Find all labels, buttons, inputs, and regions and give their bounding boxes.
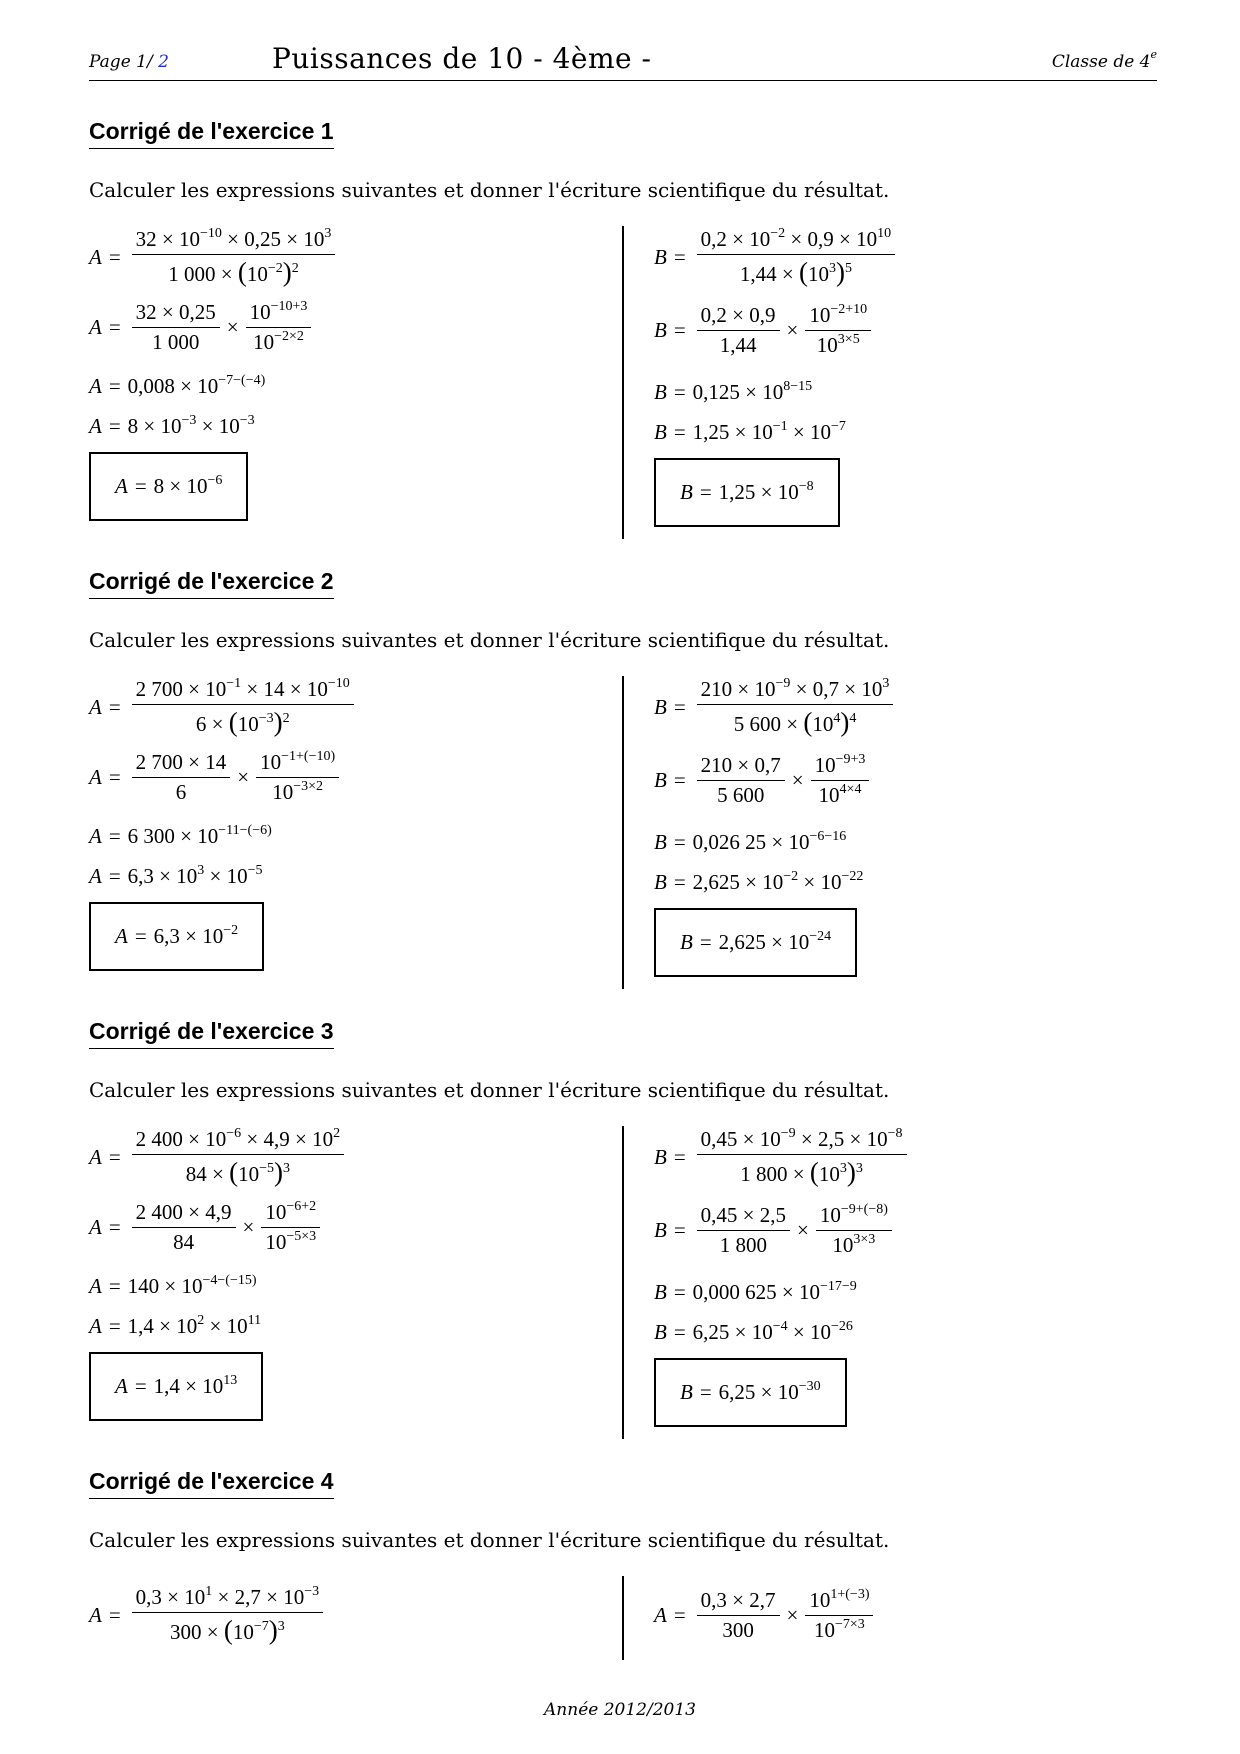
result-box: $A = 1,4 \times 10^{13}$	[89, 1352, 263, 1421]
step-3: A = $140 \times 10^{-4-(-15)}$	[89, 1272, 257, 1298]
denominator: 1 $000 \times (10^{-2})^2$	[168, 256, 299, 287]
column-divider	[622, 1576, 624, 1660]
result-box: $A = 8 \times 10^{-6}$	[89, 452, 248, 521]
step-2: A = $\frac{32 \times 0,25}{1 000}$ × $\frac{10^{-10+3}}{10^{-2\times 2}}$	[89, 288, 569, 366]
exercise-4-solution-a	[89, 1576, 569, 1654]
step-4: A = $8 \times 10^{-3} \times 10^{-3}$	[89, 412, 255, 438]
exercise-1-title: Corrigé de l'exercice 1	[89, 118, 334, 149]
exercise-4-description: Calculer les expressions suivantes et donner l'écriture scientifique du résultat.	[89, 1528, 890, 1552]
step-2: A = $\frac{2 400 \times 4,9}{84}$ × $\frac{10^{-6+2}}{10^{-5\times 3}}$	[89, 1188, 569, 1266]
column-divider	[622, 226, 624, 539]
step-4: A = $6,3 \times 10^3 \times 10^{-5}$	[89, 862, 263, 888]
step-2: A = $\frac{0,3 \times 2,7}{300}$ × $\frac{10^{1+(-3)}}{10^{-7\times 3}}$	[654, 1576, 1134, 1654]
step-1: A = $\frac{2 700 \times 10^{-1} \times 14 \times 10^{-10}}{6 \times (10^{-3})^2}$	[89, 676, 569, 738]
step-4: B = $6,25 \times 10^{-4} \times 10^{-26}$	[654, 1318, 853, 1344]
result-box: $B = 2,625 \times 10^{-24}$	[654, 908, 857, 977]
column-divider	[622, 676, 624, 989]
step-3: B = 0,026 $25 \times 10^{-6-16}$	[654, 828, 847, 854]
step-3: B = $0,125 \times 10^{8-15}$	[654, 378, 813, 404]
step-2: B = $\frac{0,2 \times 0,9}{1,44}$ × $\frac{10^{-2+10}}{10^{3\times 5}}$	[654, 288, 1134, 372]
exercise-3-solution-a	[89, 1126, 569, 1421]
exercise-3-description: Calculer les expressions suivantes et donner l'écriture scientifique du résultat.	[89, 1078, 890, 1102]
step-2: A = $\frac{2 700 \times 14}{6}$ × $\frac{10^{-1+(-10)}}{10^{-3\times 2}}$	[89, 738, 569, 816]
step-2: B = $\frac{210 \times 0,7}{5 600}$ × $\frac{10^{-9+3}}{10^{4\times 4}}$	[654, 738, 1134, 822]
step-1: B = $\frac{210 \times 10^{-9} \times 0,7 \times 10^3}{5 600 \times (10^4)^4}$	[654, 676, 1134, 738]
step-1: B = $\frac{0,45 \times 10^{-9} \times 2,5 \times 10^{-8}}{1 800 \times (10^3)^3}$	[654, 1126, 1134, 1188]
exercise-2-solution-a	[89, 676, 569, 971]
step-3: A = 6 $300 \times 10^{-11-(-6)}$	[89, 822, 272, 848]
document-title: Puissances de 10 - 4ème -	[272, 42, 652, 75]
step-1: A = $\frac{0,3 \times 10^1 \times 2,7 \times 10^{-3}}{300 \times (10^{-7})^3}$	[89, 1576, 569, 1654]
total-pages-link[interactable]: 2	[158, 52, 169, 72]
exercise-3-solution-b	[654, 1126, 1134, 1427]
exercise-2-title: Corrigé de l'exercice 2	[89, 568, 334, 599]
page-number: Page 1/ 2	[89, 52, 169, 72]
page-footer: Année 2012/2013	[544, 1700, 696, 1720]
step-3: B = 0,000 $625 \times 10^{-17-9}$	[654, 1278, 857, 1304]
exercise-1-description: Calculer les expressions suivantes et donner l'écriture scientifique du résultat.	[89, 178, 890, 202]
step-4: A = $1,4 \times 10^2 \times 10^{11}$	[89, 1312, 262, 1338]
step-4: B = $2,625 \times 10^{-2} \times 10^{-22}$	[654, 868, 864, 894]
numerator: $32 \times 10^{-10} \times 0,25 \times 10^3$	[132, 227, 336, 255]
result-box: $A = 6,3 \times 10^{-2}$	[89, 902, 264, 971]
step-4: B = $1,25 \times 10^{-1} \times 10^{-7}$	[654, 418, 846, 444]
exercise-4-solution-b	[654, 1576, 1134, 1654]
exercise-4-title: Corrigé de l'exercice 4	[89, 1468, 334, 1499]
step-2: B = $\frac{0,45 \times 2,5}{1 800}$ × $\frac{10^{-9+(-8)}}{10^{3\times 3}}$	[654, 1188, 1134, 1272]
step-1: A = $\frac{32 \times 10^{-10} \times 0,25 \times 10^3}{1 000 \times (10^{-2})^2}$	[89, 226, 569, 288]
class-label: Classe de 4e	[1051, 48, 1157, 72]
page-header	[89, 42, 1157, 81]
step-3: A = $0,008 \times 10^{-7-(-4)}$	[89, 372, 266, 398]
exercise-1-solution-b	[654, 226, 1134, 527]
step-1: A = $\frac{2 400 \times 10^{-6} \times 4,9 \times 10^2}{84 \times (10^{-5})^3}$	[89, 1126, 569, 1188]
exercise-2-solution-b	[654, 676, 1134, 977]
exercise-2-description: Calculer les expressions suivantes et donner l'écriture scientifique du résultat.	[89, 628, 890, 652]
result-box: $B = 6,25 \times 10^{-30}$	[654, 1358, 847, 1427]
exercise-1-solution-a	[89, 226, 569, 521]
exercise-3-title: Corrigé de l'exercice 3	[89, 1018, 334, 1049]
column-divider	[622, 1126, 624, 1439]
result-box: $B = 1,25 \times 10^{-8}$	[654, 458, 840, 527]
step-1: B = $\frac{0,2 \times 10^{-2} \times 0,9 \times 10^{10}}{1,44 \times (10^3)^5}$	[654, 226, 1134, 288]
